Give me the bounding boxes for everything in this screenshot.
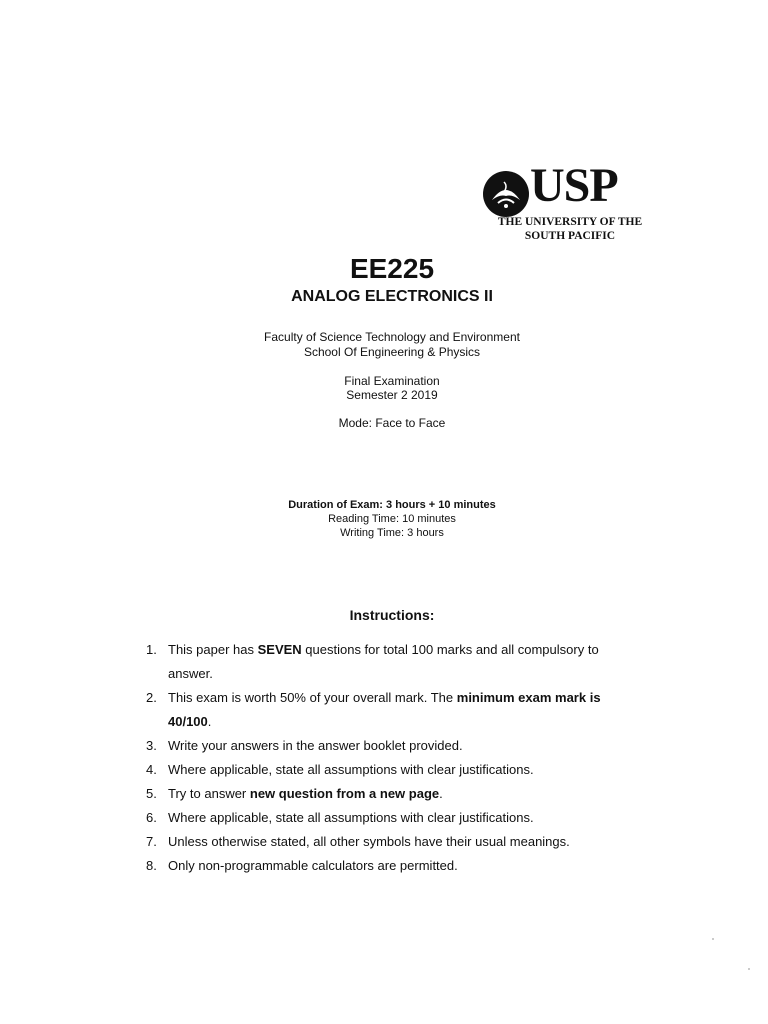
logo-line-1: THE UNIVERSITY OF THE — [497, 216, 643, 228]
instruction-number: 7. — [146, 834, 157, 849]
instruction-number: 5. — [146, 786, 157, 801]
exam-type: Final Examination — [344, 374, 440, 388]
exam-semester: Semester 2 2019 — [346, 388, 438, 402]
instruction-number: 6. — [146, 810, 157, 825]
instructions-heading: Instructions: — [349, 607, 435, 623]
instruction-text: This paper has — [168, 642, 258, 657]
usp-seal-icon — [482, 170, 530, 218]
instruction-text: Try to answer — [168, 786, 250, 801]
instruction-emphasis: minimum exam mark is 40/100 — [168, 690, 601, 729]
logo-line-2: SOUTH PACIFIC — [524, 230, 616, 242]
instruction-number: 2. — [146, 690, 157, 705]
instruction-item — [146, 758, 646, 782]
logo-university-name — [486, 215, 654, 243]
instruction-item — [146, 638, 646, 686]
instruction-number: 1. — [146, 642, 157, 657]
instruction-number: 4. — [146, 762, 157, 777]
instruction-text: Only non-programmable calculators are permitted. — [168, 858, 458, 873]
usp-logo — [480, 159, 655, 248]
instruction-text: This exam is worth 50% of your overall mark. The — [168, 690, 457, 705]
logo-wordmark: USP — [530, 159, 618, 212]
faculty-name: Faculty of Science Technology and Environment — [264, 330, 520, 344]
scan-speck — [712, 938, 714, 940]
school-name: School Of Engineering & Physics — [303, 345, 481, 359]
instruction-item — [146, 734, 646, 758]
instruction-text-tail: questions for total 100 marks and all compulsory to answer. — [168, 642, 599, 681]
reading-time: Reading Time: 10 minutes — [328, 513, 456, 525]
instruction-text-tail: . — [207, 714, 212, 729]
instruction-text: Write your answers in the answer booklet provided. — [168, 738, 463, 753]
instruction-number: 3. — [146, 738, 157, 753]
instruction-text: Where applicable, state all assumptions with clear justifications. — [168, 762, 534, 777]
exam-mode: Mode: Face to Face — [338, 416, 446, 430]
instruction-text-tail: . — [439, 786, 443, 801]
instruction-text: Where applicable, state all assumptions with clear justifications. — [168, 810, 534, 825]
instruction-item — [146, 854, 646, 878]
instruction-emphasis: new question from a new page — [249, 786, 440, 801]
instructions-list — [146, 638, 646, 878]
instruction-item — [146, 686, 646, 734]
instruction-item — [146, 830, 646, 854]
writing-time: Writing Time: 3 hours — [340, 527, 444, 539]
scan-speck — [748, 968, 750, 970]
course-title: ANALOG ELECTRONICS II — [291, 288, 493, 305]
exam-duration: Duration of Exam: 3 hours + 10 minutes — [288, 499, 496, 511]
instruction-text: Unless otherwise stated, all other symbols have their usual meanings. — [168, 834, 570, 849]
course-code: EE225 — [349, 253, 435, 284]
instruction-item — [146, 782, 646, 806]
instruction-item — [146, 806, 646, 830]
instruction-emphasis: SEVEN — [257, 642, 302, 657]
instruction-number: 8. — [146, 858, 157, 873]
